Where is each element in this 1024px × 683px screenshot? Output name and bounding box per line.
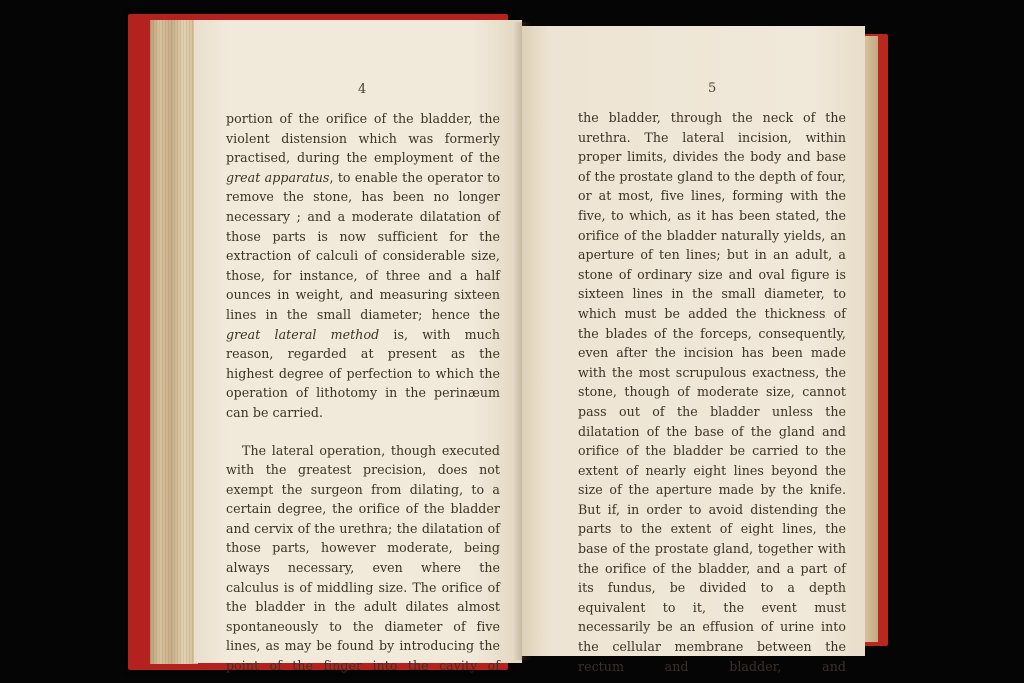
- right-paragraph-1: the bladder, through the neck of the urethra. The lateral incision, within proper limits, divides the body and base of the prostate gland to the depth of four, or at most, five lines, forming with the five, to which, as it has been stated, the orifice of the bladder naturally yields, an aperture of ten lines; but in an adult, a stone of ordinary size and oval figure is sixteen lines in the small diameter, to which must be added the thickness of the blades of the forceps, consequently, even after the incision has been made with the most scrupulous exactness, the stone, though of moderate size, cannot pass out of the bladder unless the dilatation of the base of the gland and orifice of the bladder be carried to the extent of nearly eight lines beyond the size of the aperture made by the knife. But if, in order to avoid distending the parts to the extent of eight lines, the base of the prostate gland, together with the orifice of the bladder, and a part of its fundus, be divided to a depth equivalent to it, the event must necessarily be an effusion of urine into the cellular membrane between the rectum and bladder, and: [578, 110, 846, 674]
- left-p1-part-3: is, with much reason, regarded at present as the highest degree of perfection to which the operation of lithotomy in the perinæum can be carried.: [226, 326, 500, 420]
- page-edges-stack: [150, 20, 198, 664]
- right-page: [522, 26, 865, 674]
- left-page: [194, 20, 522, 674]
- left-paragraph-1: [226, 109, 500, 423]
- left-p1-part-2: , to enable the operator to remove the stone, has been no longer necessary ; and a moderate dilatation of those parts is now sufficient for the extraction of calculi of considerable size, those, for instance, of three and a half ounces in weight, and measuring sixteen lines in the small diameter; hence the: [226, 169, 500, 322]
- left-p1-italic-great-lateral-method: great lateral method: [226, 326, 380, 342]
- right-page-text: [578, 108, 846, 676]
- left-paragraph-2: The lateral operation, though executed with the greatest precision, does not exempt the surgeon from dilating, to a certain degree, the orifice of the bladder and cervix of the urethra; the dilatation of those parts, however moderate, being always necessary, even where the calculus is of middling size. The orifice of the bladder in the adult dilates almost spontaneously to the diameter of five lines, as may be found by introducing the point of the finger into the cavity of: [226, 442, 500, 674]
- page-number-right: 5: [708, 81, 717, 96]
- left-page-text: [226, 109, 500, 676]
- left-p1-italic-great-apparatus: great apparatus: [226, 169, 330, 185]
- page-number-left: 4: [358, 82, 367, 97]
- left-p1-part-1: portion of the orifice of the bladder, the violent distension which was formerly practised, during the employment of the: [226, 111, 500, 166]
